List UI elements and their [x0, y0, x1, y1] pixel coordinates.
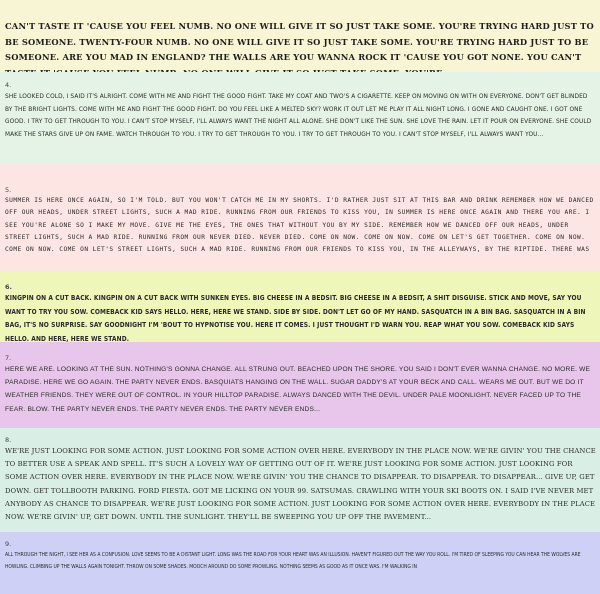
- lyrics-text: SUMMER IS HERE ONCE AGAIN, SO I'M TOLD. BUT YOU WON'T CATCH ME IN MY SHORTS. I'D RATHER JUST SIT AT THIS BAR AND DRINK REMEMBER HOW WE DANCED OFF OUR HEADS, UNDER STREET LIGHTS, SUCH A MAD RIDE. RUNNING FROM OUR FRIENDS TO KISS YOU, IN SUMMER IS HERE ONCE AGAIN AND THERE YOU ARE. I SEE YOU'RE ALONE SO I MAKE MY MOVE. GIVE ME THE EYES, THE ONES THAT WITHOUT YOU BY MY SIDE. REMEMBER HOW WE DANCED OFF OUR HEADS, UNDER STREET LIGHTS, SUCH A MAD RIDE. RUNNING FROM OUR NEVER DIED. NEVER DIED. COME ON NOW. COME ON NOW. COME ON LET'S GET TOGETHER. COME ON NOW. COME ON NOW. COME ON LET'S STREET LIGHTS, SUCH A MAD RIDE. RUNNING FROM OUR FRIENDS TO KISS YOU, IN THE ALLEYWAYS, BY THE RIPTIDE. THERE WAS: [5, 197, 594, 254]
- lyrics-text: SHE LOOKED COLD, I SAID IT'S ALRIGHT. COME WITH ME AND FIGHT THE GOOD FIGHT. TAKE MY COAT AND TWO'S A CIGARETTE. KEEP ON MOVING ON WITH ON EVERYONE. DON'T GET BLINDED BY THE BRIGHT LIGHTS. COME WITH ME AND FIGHT THE GOOD FIGHT. DO YOU FEEL LIKE A MELTED SKY? WORK IT OUT LET ME PLAY IT ALL NIGHT LONG. I GONE AND CAUGHT ONE. I GOT ONE GOOD. I TRY TO GET THROUGH TO YOU. I CAN'T STOP MYSELF, I'LL ALWAYS WANT THE NIGHT ALL ALONE. SHE DON'T LIKE THE SUN. SHE LOVE THE RAIN. LET IT POUR ON EVERYONE. SHE COULD MAKE THE STARS GIVE UP ON FAME. WATCH THROUGH TO YOU. I TRY TO GET THROUGH TO YOU. I TRY TO GET THROUGH TO YOU. I CAN'T STOP MYSELF, I'LL ALWAYS WANT YOU...: [5, 92, 592, 138]
- lyrics-text: KINGPIN ON A CUT BACK. KINGPIN ON A CUT BACK WITH SUNKEN EYES. BIG CHEESE IN A BEDSIT. BIG CHEESE IN A BEDSIT, A SHIT DISGUISE. STICK AND MOVE, SAY YOU WANT TO TRY YOU SOW. COMEBACK KID SAYS HELLO. HERE, HERE WE STAND. SIDE BY SIDE. DON'T LET GO OF MY HAND. SASQUATCH IN A BIN BAG. SASQUATCH IN A BIN BAG, IT'S NO SURPRISE. SAY GOODNIGHT I'M 'BOUT TO HYPNOTISE YOU. HERE IT COMES. I JUST THOUGHT I'D WARN YOU. REAP WHAT YOU SOW. COMEBACK KID SAYS HELLO. AND HERE, HERE WE STAND.: [5, 294, 586, 343]
- lyrics-band-5: [0, 164, 600, 272]
- lyrics-text: ALL THROUGH THE NIGHT, I SEE HER AS A CONFUSION. LOVE SEEMS TO BE A DISTANT LIGHT. LONG WAS THE ROAD FOR YOUR HEART WAS AN ILLUSION. HAVEN'T FIGURED OUT THE WAY YOU ROLL. I'M TIRED OF SLEEPING YOU CAN HEAR THE WOLVES ARE HOWLING. CLIMBING UP THE WALLS AGAIN TONIGHT. THROW ON SOME SHADES. MOOCH AROUND DO SOME PROWLING. NOTHING SEEMS AS GOOD AS IT ONCE WAS. I'M WALKING IN: [5, 552, 581, 570]
- lyrics-text: HERE WE ARE. LOOKING AT THE SUN. NOTHING'S GONNA CHANGE. ALL STRUNG OUT. BEACHED UPON THE SHORE. YOU SAID I DON'T EVER WANNA CHANGE. NO MORE. WE PARADISE. HERE WE GO AGAIN. THE PARTY NEVER ENDS. BASQUIATS HANGING ON THE WALL. SUGAR DADDY'S AT YOUR BECK AND CALL. WEARS ME OUT. BUT WE DO IT WEATHER FRIENDS. THEY WERE OUT OF CONTROL. IN YOUR HILLTOP PARADISE. ALWAYS DANCED WITH THE DEVIL. UNDER PALE MOONLIGHT. NEVER FACED UP TO THE FEAR. BLOW. THE PARTY NEVER ENDS. THE PARTY NEVER ENDS. THE PARTY NEVER ENDS...: [5, 366, 591, 413]
- lyrics-band-9: [0, 532, 600, 594]
- track-number: 4.: [5, 81, 12, 89]
- track-number: 6.: [5, 283, 12, 291]
- track-number: 7.: [5, 354, 12, 362]
- lyrics-band-3: [0, 0, 600, 72]
- lyrics-band-4: [0, 72, 600, 164]
- track-number: 8.: [5, 436, 12, 444]
- lyrics-text: CAN'T TASTE IT 'CAUSE YOU FEEL NUMB. NO ONE WILL GIVE IT SO JUST TAKE SOME. YOU'RE TRYING HARD JUST TO BE SOMEONE. TWENTY-FOUR NUMB. NO ONE WILL GIVE IT SO JUST TAKE SOME. YOU'RE TRYING HARD JUST TO BE SOMEONE. ARE YOU MAD IN ENGLAND? THE WALLS ARE YOU WANNA ROCK IT 'CAUSE YOU GOT NONE. YOU CAN'T: [5, 21, 594, 62]
- lyrics-text: WE'RE JUST LOOKING FOR SOME ACTION. JUST LOOKING FOR SOME ACTION OVER HERE. EVERYBODY IN THE PLACE NOW. WE'RE GIVIN' YOU THE CHANCE TO BETTER USE A SPEAK AND SPELL. IT'S SUCH A LOVELY WAY OF GETTING OUT OF IT. WE'RE JUST LOOKING FOR SOME ACTION. JUST LOOKING FOR SOME ACTION OVER HERE. EVERYBODY IN THE PLACE NOW. WE'RE GIVIN' YOU THE CHANCE TO DISAPPEAR. TO DISAPPEAR. TO DISAPPEAR... GIVE UP, GET DOWN. GET TOLLBOOTH PARKING. FORD FIESTA. GOT ME LICKING ON YOUR 99. SATSUMAS. CRAWLING WITH YOUR SKI BOOTS ON. I SAID I'VE NEVER MET ANYBODY AS CHANCE TO DISAPPEAR. WE'RE JUST LOOKING FOR SOME ACTION. JUST LOOKING FOR SOME ACTION OVER HERE. EVERYBODY IN THE PLACE NOW. WE'RE GIVIN' UP, GET DOWN. UNTIL THE SUNLIGHT. THEY'LL BE SWEEPING YOU UP OFF THE PAVEMENT...: [5, 447, 596, 522]
- track-number: 9.: [5, 540, 12, 548]
- lyrics-band-7: [0, 342, 600, 428]
- lyrics-band-6: [0, 272, 600, 342]
- lyrics-band-8: [0, 428, 600, 532]
- track-number: 5.: [5, 186, 12, 194]
